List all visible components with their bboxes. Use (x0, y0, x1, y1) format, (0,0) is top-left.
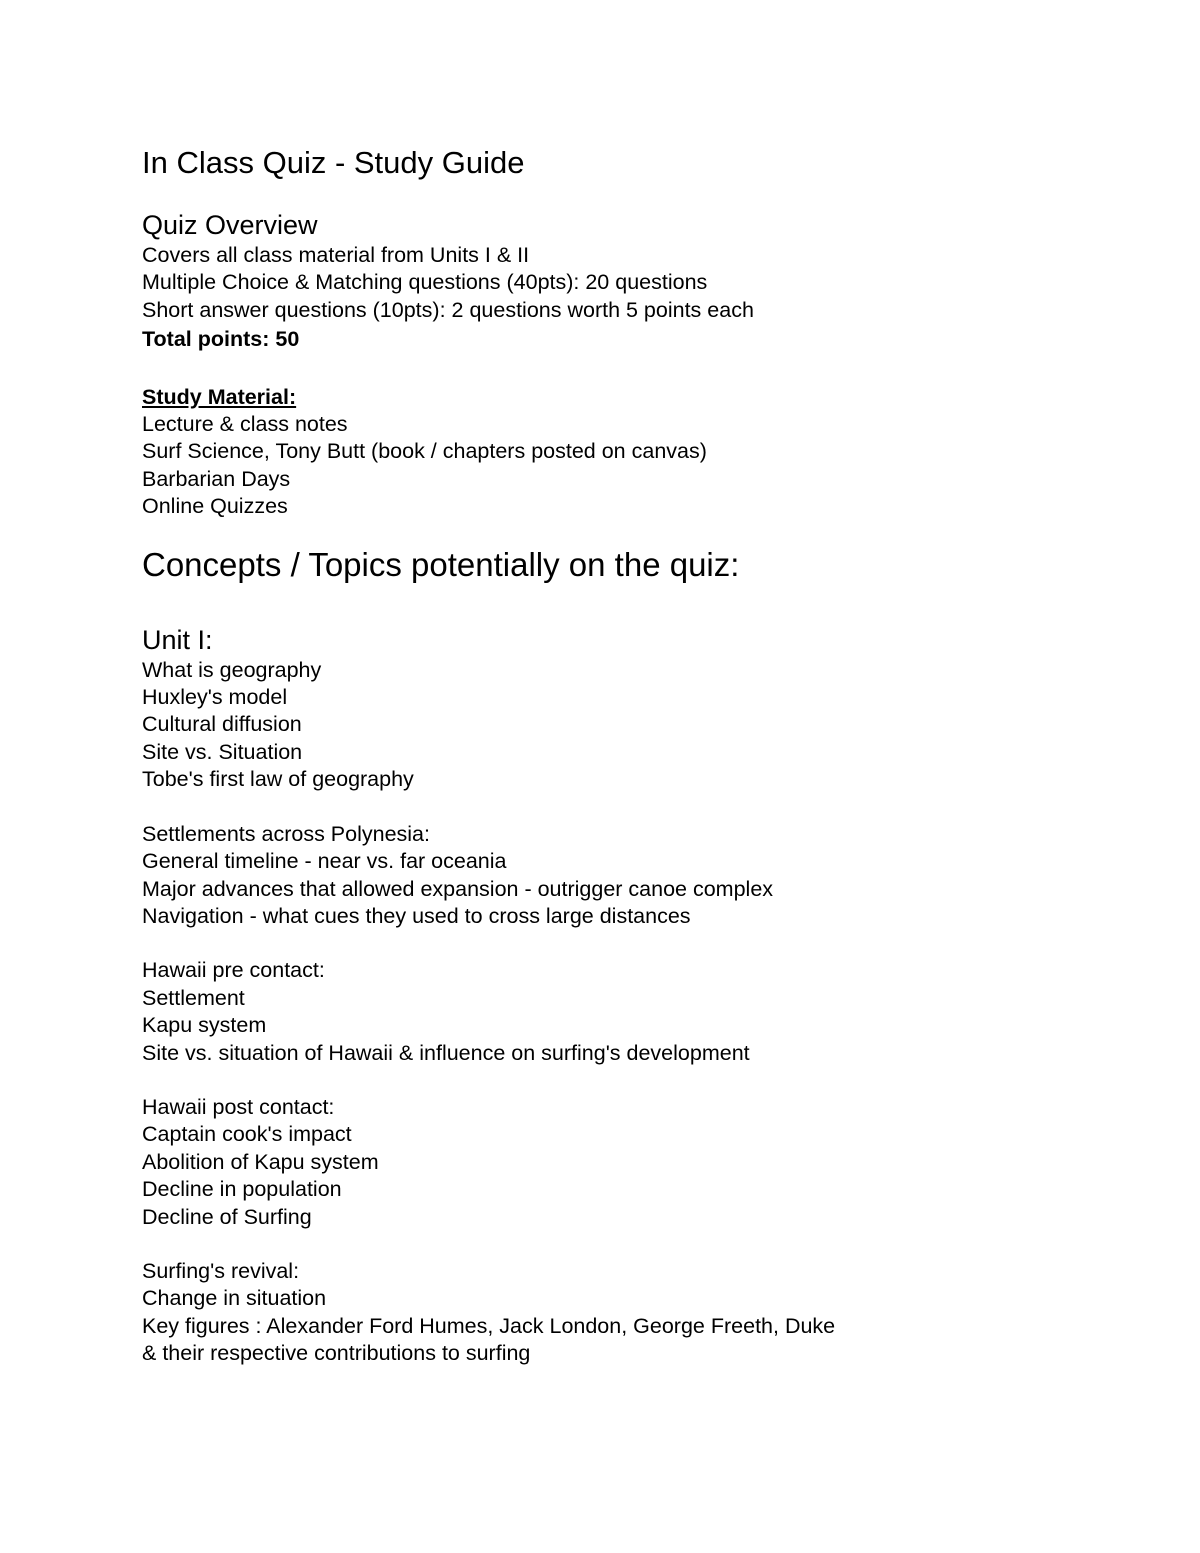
topic-group-revival (142, 1258, 1142, 1368)
study-material-heading: Study Material: (142, 384, 297, 409)
topic-line: Decline in population (142, 1177, 342, 1202)
topic-line: Captain cook's impact (142, 1122, 352, 1147)
topic-line: Kapu system (142, 1013, 267, 1038)
total-points: Total points: 50 (142, 327, 300, 352)
topic-group-basics (142, 657, 1142, 794)
topic-group-polynesia (142, 821, 1142, 931)
topic-line: Decline of Surfing (142, 1204, 312, 1229)
unit-1-heading: Unit I: (142, 624, 213, 655)
topic-line: Huxley's model (142, 685, 288, 710)
topic-line: Abolition of Kapu system (142, 1149, 379, 1174)
topic-line: Hawaii post contact: (142, 1094, 335, 1119)
topic-line: Hawaii pre contact: (142, 958, 325, 983)
overview-line: Covers all class material from Units I & II (142, 243, 530, 267)
document-title: In Class Quiz - Study Guide (142, 145, 525, 180)
topic-group-post-contact (142, 1094, 1142, 1231)
study-material-item: Barbarian Days (142, 466, 291, 491)
topic-line: Settlement (142, 985, 245, 1010)
topic-group-pre-contact (142, 957, 1142, 1067)
document-page (142, 142, 1142, 1368)
topic-line: Navigation - what cues they used to cross large distances (142, 903, 691, 928)
concepts-heading: Concepts / Topics potentially on the quiz: (142, 545, 740, 583)
topic-line: Tobe's first law of geography (142, 767, 414, 792)
topic-line: Cultural diffusion (142, 712, 302, 737)
topic-line: Change in situation (142, 1286, 327, 1311)
topic-line: Surfing's revival: (142, 1258, 300, 1283)
topic-line: Site vs. Situation (142, 739, 303, 764)
topic-line: Site vs. situation of Hawaii & influence on surfing's development (142, 1040, 750, 1065)
topic-line: Key figures : Alexander Ford Humes, Jack London, George Freeth, Duke (142, 1313, 836, 1338)
study-material-item: Surf Science, Tony Butt (book / chapters posted on canvas) (142, 439, 707, 464)
study-material-item: Lecture & class notes (142, 412, 348, 437)
overview-line: Short answer questions (10pts): 2 questions worth 5 points each (142, 297, 754, 322)
study-material-item: Online Quizzes (142, 494, 288, 519)
topic-line: What is geography (142, 657, 322, 682)
topic-line: Settlements across Polynesia: (142, 821, 430, 846)
topic-line: & their respective contributions to surfing (142, 1341, 531, 1366)
topic-line: General timeline - near vs. far oceania (142, 849, 507, 874)
overview-line: Multiple Choice & Matching questions (40pts): 20 questions (142, 270, 708, 295)
topic-line: Major advances that allowed expansion - outrigger canoe complex (142, 876, 774, 901)
overview-heading: Quiz Overview (142, 210, 318, 240)
